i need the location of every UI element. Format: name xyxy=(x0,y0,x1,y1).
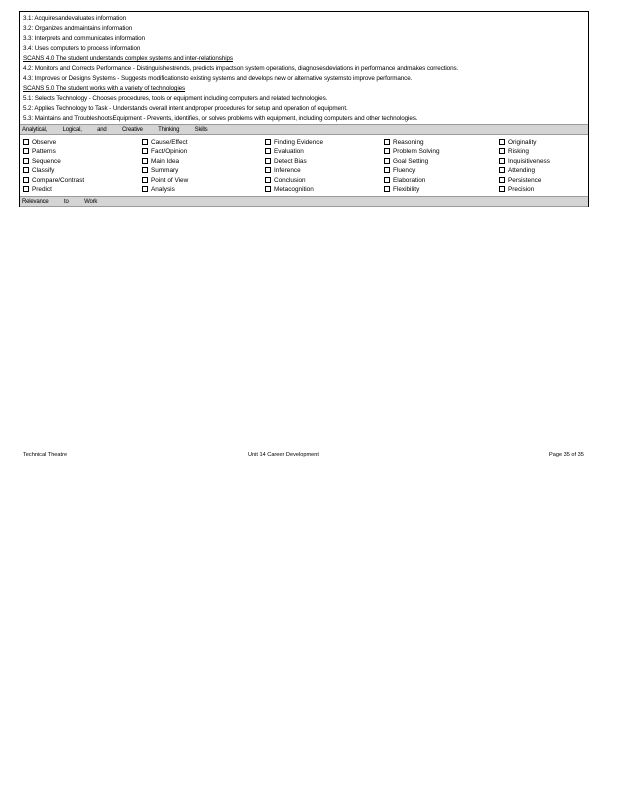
relevance-heading: Relevance to Work xyxy=(22,199,98,205)
standards-box xyxy=(19,11,589,207)
skill-checkbox[interactable] xyxy=(499,148,505,154)
skill-item xyxy=(384,158,428,165)
skill-item xyxy=(142,139,187,146)
skill-label: Point of View xyxy=(151,176,189,184)
skill-item xyxy=(23,167,54,174)
standard-5-3: 5.3: Maintains and TroubleshootsEquipment - Prevents, identifies, or solves problems with equipment, including computers and other technologies. xyxy=(23,115,418,122)
skill-checkbox[interactable] xyxy=(142,177,148,183)
skill-item xyxy=(265,139,323,146)
skill-label: Attending xyxy=(508,167,536,175)
skill-item xyxy=(23,139,56,146)
skill-item xyxy=(23,177,84,184)
skill-item xyxy=(499,167,535,174)
skill-checkbox[interactable] xyxy=(384,139,390,145)
skill-item xyxy=(384,186,419,193)
skill-checkbox[interactable] xyxy=(142,139,148,145)
skill-checkbox[interactable] xyxy=(384,177,390,183)
standard-3-2: 3.2: Organizes andmaintains information xyxy=(23,25,133,32)
footer-unit: Unit 14 Career Development xyxy=(248,452,319,458)
scans-4-heading: SCANS 4.0 The student understands complex systems and inter-relationships xyxy=(23,55,233,62)
skill-checkbox[interactable] xyxy=(265,177,271,183)
skill-item xyxy=(499,177,541,184)
skill-checkbox[interactable] xyxy=(142,148,148,154)
skill-label: Inquisitiveness xyxy=(508,157,550,165)
skill-label: Analysis xyxy=(151,186,175,193)
thinking-skills-band xyxy=(20,124,588,135)
skill-item xyxy=(265,158,307,165)
skill-checkbox[interactable] xyxy=(23,167,29,173)
skill-checkbox[interactable] xyxy=(23,148,29,154)
skill-label: Fact/Opinion xyxy=(151,148,188,156)
standard-5-1: 5.1: Selects Technology - Chooses procedures, tools or equipment including computers and related technologies. xyxy=(23,95,328,102)
skill-checkbox[interactable] xyxy=(265,139,271,145)
skill-label: Sequence xyxy=(32,157,61,165)
skill-checkbox[interactable] xyxy=(265,148,271,154)
skill-checkbox[interactable] xyxy=(23,139,29,145)
skill-label: Metacognition xyxy=(274,186,314,193)
skill-label: Evaluation xyxy=(274,148,304,156)
standard-5-2: 5.2: Applies Technology to Task - Understands overall intent andproper procedures for setup and operation of equipment. xyxy=(23,105,348,112)
skill-checkbox[interactable] xyxy=(23,177,29,183)
skill-item xyxy=(384,139,424,146)
skill-item xyxy=(142,167,178,174)
skill-label: Fluency xyxy=(393,167,416,175)
skill-label: Classify xyxy=(32,167,55,175)
skill-item xyxy=(142,186,175,193)
skill-label: Flexibility xyxy=(393,186,420,193)
skill-checkbox[interactable] xyxy=(499,158,505,164)
skill-item xyxy=(142,158,179,165)
skill-label: Reasoning xyxy=(393,139,424,146)
standard-3-3: 3.3: Interprets and communicates information xyxy=(23,35,145,42)
skills-grid xyxy=(23,139,588,195)
skill-label: Detect Bias xyxy=(274,157,307,165)
skill-item xyxy=(265,177,306,184)
footer-course: Technical Theatre xyxy=(23,452,68,458)
skill-item xyxy=(265,148,304,155)
skill-label: Conclusion xyxy=(274,176,306,184)
skill-label: Persistence xyxy=(508,176,542,184)
skill-checkbox[interactable] xyxy=(142,186,148,192)
skill-checkbox[interactable] xyxy=(384,186,390,192)
footer-page: Page 35 of 35 xyxy=(549,452,584,458)
skill-checkbox[interactable] xyxy=(265,158,271,164)
skill-checkbox[interactable] xyxy=(142,158,148,164)
skill-checkbox[interactable] xyxy=(384,148,390,154)
skill-item xyxy=(499,148,529,155)
skill-item xyxy=(384,177,425,184)
skill-item xyxy=(384,167,415,174)
skill-label: Compare/Contrast xyxy=(32,176,85,184)
skill-checkbox[interactable] xyxy=(265,167,271,173)
standard-4-3: 4.3: Improves or Designs Systems - Suggests modificationsto existing systems and develops new or alternative systemsto improve performance. xyxy=(23,75,413,82)
skill-label: Elaboration xyxy=(393,176,426,184)
skill-item xyxy=(499,158,550,165)
standard-3-4: 3.4: Uses computers to process information xyxy=(23,45,141,52)
skill-checkbox[interactable] xyxy=(23,158,29,164)
skill-item xyxy=(265,186,314,193)
skill-item xyxy=(142,148,187,155)
skill-label: Precision xyxy=(508,186,535,193)
skill-item xyxy=(499,139,536,146)
skill-checkbox[interactable] xyxy=(23,186,29,192)
skill-label: Cause/Effect xyxy=(151,139,188,146)
skill-item xyxy=(23,148,56,155)
skill-item xyxy=(23,158,61,165)
relevance-band xyxy=(20,196,588,207)
skill-checkbox[interactable] xyxy=(499,177,505,183)
skill-label: Problem Solving xyxy=(393,148,440,156)
skill-item xyxy=(384,148,440,155)
skill-checkbox[interactable] xyxy=(499,139,505,145)
skill-label: Patterns xyxy=(32,148,56,156)
skill-label: Main Idea xyxy=(151,157,180,165)
skill-label: Inference xyxy=(274,167,301,175)
skill-checkbox[interactable] xyxy=(142,167,148,173)
skill-label: Observe xyxy=(32,139,57,146)
skill-checkbox[interactable] xyxy=(265,186,271,192)
skill-label: Finding Evidence xyxy=(274,139,324,146)
skill-item xyxy=(265,167,301,174)
scans-5-heading: SCANS 5.0 The student works with a variety of technologies xyxy=(23,85,186,92)
standard-4-2: 4.2: Monitors and Corrects Performance - Distinguishestrends, predicts impactson system operations, diagnosesdeviations in performance andmakes corrections. xyxy=(23,65,459,72)
standard-3-1: 3.1: Acquiresandevaluates information xyxy=(23,15,127,22)
skill-label: Originality xyxy=(508,139,537,146)
skill-label: Predict xyxy=(32,186,52,193)
skill-label: Risking xyxy=(508,148,529,156)
skill-item xyxy=(142,177,188,184)
skill-checkbox[interactable] xyxy=(384,167,390,173)
skill-label: Goal Setting xyxy=(393,157,429,165)
skill-label: Summary xyxy=(151,167,179,175)
skill-checkbox[interactable] xyxy=(499,186,505,192)
skill-checkbox[interactable] xyxy=(384,158,390,164)
skill-item xyxy=(499,186,534,193)
skill-item xyxy=(23,186,52,193)
thinking-skills-heading: Analytical, Logical, and Creative Thinking Skills xyxy=(22,127,208,133)
skill-checkbox[interactable] xyxy=(499,167,505,173)
